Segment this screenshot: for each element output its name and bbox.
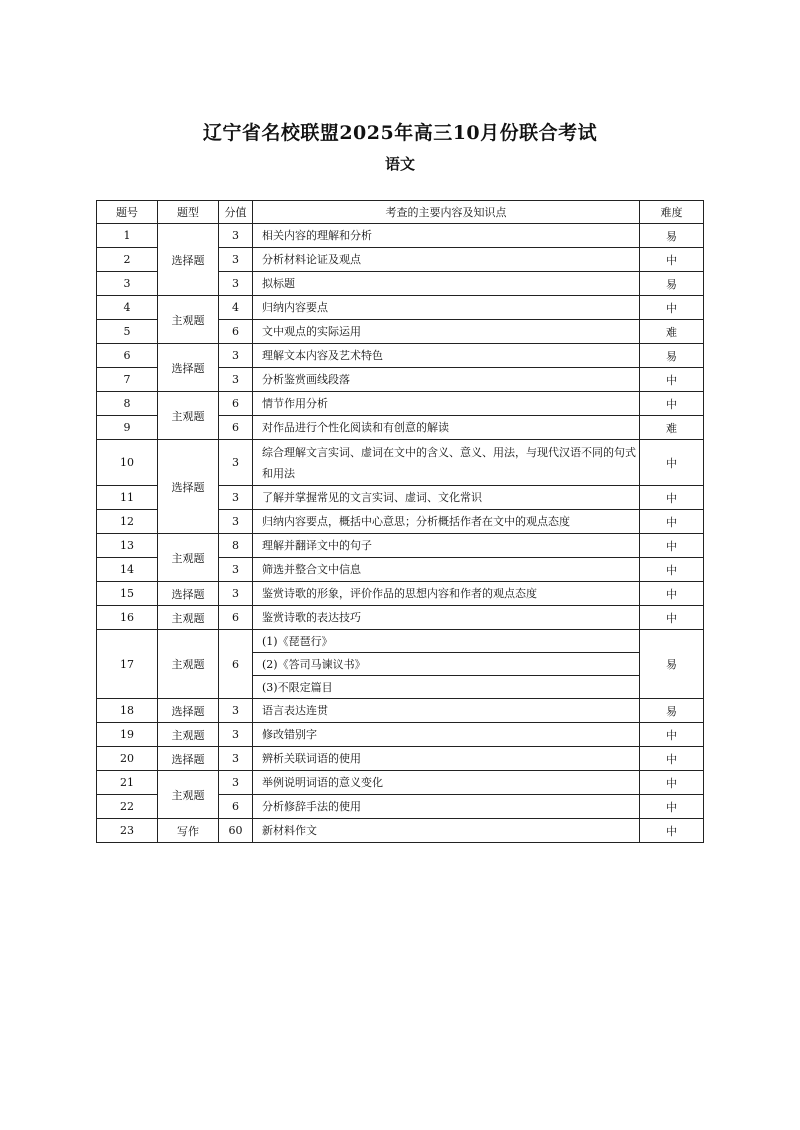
difficulty-cell: 易 xyxy=(640,699,704,723)
score-cell: 3 xyxy=(219,344,253,368)
difficulty-cell: 中 xyxy=(640,510,704,534)
question-type: 主观题 xyxy=(158,630,219,699)
difficulty-cell: 中 xyxy=(640,582,704,606)
difficulty-cell: 难 xyxy=(640,320,704,344)
table-row xyxy=(97,296,704,320)
difficulty-cell: 中 xyxy=(640,723,704,747)
question-number: 16 xyxy=(97,606,158,630)
question-type: 写作 xyxy=(158,819,219,843)
table-row xyxy=(97,606,704,630)
score-cell: 8 xyxy=(219,534,253,558)
difficulty-cell: 易 xyxy=(640,224,704,248)
question-number: 21 xyxy=(97,771,158,795)
question-number: 10 xyxy=(97,440,158,486)
question-type: 主观题 xyxy=(158,296,219,344)
question-number: 2 xyxy=(97,248,158,272)
content-cell: 文中观点的实际运用 xyxy=(253,320,640,344)
header-difficulty: 难度 xyxy=(640,201,704,224)
question-number: 5 xyxy=(97,320,158,344)
score-cell: 6 xyxy=(219,320,253,344)
table-row xyxy=(97,819,704,843)
table-row xyxy=(97,723,704,747)
score-cell: 3 xyxy=(219,224,253,248)
question-number: 13 xyxy=(97,534,158,558)
score-cell: 3 xyxy=(219,723,253,747)
table-row xyxy=(97,582,704,606)
score-cell: 3 xyxy=(219,558,253,582)
difficulty-cell: 中 xyxy=(640,486,704,510)
question-number: 8 xyxy=(97,392,158,416)
score-cell: 3 xyxy=(219,248,253,272)
question-type: 选择题 xyxy=(158,699,219,723)
question-number: 4 xyxy=(97,296,158,320)
content-cell: 分析鉴赏画线段落 xyxy=(253,368,640,392)
difficulty-cell: 中 xyxy=(640,771,704,795)
header-question-type: 题型 xyxy=(158,201,219,224)
content-cell: 归纳内容要点 xyxy=(253,296,640,320)
difficulty-cell: 中 xyxy=(640,368,704,392)
difficulty-cell: 中 xyxy=(640,296,704,320)
content-cell: 新材料作文 xyxy=(253,819,640,843)
table-row xyxy=(97,344,704,368)
score-cell: 3 xyxy=(219,747,253,771)
question-type: 选择题 xyxy=(158,747,219,771)
content-cell: 分析材料论证及观点 xyxy=(253,248,640,272)
content-cell: (2)《答司马谏议书》 xyxy=(253,653,640,676)
difficulty-cell: 难 xyxy=(640,416,704,440)
difficulty-cell: 中 xyxy=(640,795,704,819)
question-number: 6 xyxy=(97,344,158,368)
score-cell: 3 xyxy=(219,272,253,296)
question-number: 11 xyxy=(97,486,158,510)
document-subtitle: 语文 xyxy=(384,155,415,173)
question-number: 18 xyxy=(97,699,158,723)
difficulty-cell: 中 xyxy=(640,392,704,416)
score-cell: 60 xyxy=(219,819,253,843)
difficulty-cell: 中 xyxy=(640,747,704,771)
content-cell: 鉴赏诗歌的形象，评价作品的思想内容和作者的观点态度 xyxy=(253,582,640,606)
question-number: 12 xyxy=(97,510,158,534)
document-title: 辽宁省名校联盟2025年高三10月份联合考试 xyxy=(202,122,598,144)
score-cell: 3 xyxy=(219,771,253,795)
header-score: 分值 xyxy=(219,201,253,224)
score-cell: 3 xyxy=(219,510,253,534)
content-cell: (1)《琵琶行》 xyxy=(253,630,640,653)
difficulty-cell: 中 xyxy=(640,606,704,630)
table-row xyxy=(97,224,704,248)
question-type: 主观题 xyxy=(158,771,219,819)
difficulty-cell: 中 xyxy=(640,534,704,558)
table-row xyxy=(97,534,704,558)
content-cell: 情节作用分析 xyxy=(253,392,640,416)
difficulty-cell: 中 xyxy=(640,440,704,486)
question-number: 14 xyxy=(97,558,158,582)
score-cell: 3 xyxy=(219,486,253,510)
content-cell: 了解并掌握常见的文言实词、虚词、文化常识 xyxy=(253,486,640,510)
content-cell: 分析修辞手法的使用 xyxy=(253,795,640,819)
question-type: 选择题 xyxy=(158,582,219,606)
question-type: 选择题 xyxy=(158,440,219,534)
table-row xyxy=(97,771,704,795)
question-number: 15 xyxy=(97,582,158,606)
difficulty-cell: 易 xyxy=(640,272,704,296)
content-cell: 归纳内容要点，概括中心意思；分析概括作者在文中的观点态度 xyxy=(253,510,640,534)
question-type: 主观题 xyxy=(158,606,219,630)
question-number: 17 xyxy=(97,630,158,699)
table-row xyxy=(97,747,704,771)
difficulty-cell: 中 xyxy=(640,819,704,843)
content-cell: 理解文本内容及艺术特色 xyxy=(253,344,640,368)
question-type: 主观题 xyxy=(158,392,219,440)
difficulty-cell: 中 xyxy=(640,558,704,582)
question-type: 主观题 xyxy=(158,723,219,747)
question-number: 19 xyxy=(97,723,158,747)
header-content: 考查的主要内容及知识点 xyxy=(253,201,640,224)
content-cell: 拟标题 xyxy=(253,272,640,296)
content-cell: 辨析关联词语的使用 xyxy=(253,747,640,771)
content-cell: 鉴赏诗歌的表达技巧 xyxy=(253,606,640,630)
content-cell: 对作品进行个性化阅读和有创意的解读 xyxy=(253,416,640,440)
content-cell: 举例说明词语的意义变化 xyxy=(253,771,640,795)
content-cell: 修改错别字 xyxy=(253,723,640,747)
score-cell: 6 xyxy=(219,392,253,416)
content-cell: 相关内容的理解和分析 xyxy=(253,224,640,248)
score-cell: 3 xyxy=(219,582,253,606)
score-cell: 4 xyxy=(219,296,253,320)
question-type: 主观题 xyxy=(158,534,219,582)
header-question-number: 题号 xyxy=(97,201,158,224)
question-number: 23 xyxy=(97,819,158,843)
difficulty-cell: 中 xyxy=(640,248,704,272)
difficulty-cell: 易 xyxy=(640,344,704,368)
score-cell: 6 xyxy=(219,630,253,699)
table-row xyxy=(97,392,704,416)
content-cell: 筛选并整合文中信息 xyxy=(253,558,640,582)
score-cell: 3 xyxy=(219,440,253,486)
question-type: 选择题 xyxy=(158,224,219,296)
question-number: 9 xyxy=(97,416,158,440)
score-cell: 3 xyxy=(219,368,253,392)
table-row xyxy=(97,630,704,653)
difficulty-cell: 易 xyxy=(640,630,704,699)
content-cell: 语言表达连贯 xyxy=(253,699,640,723)
question-number: 7 xyxy=(97,368,158,392)
table-header-row xyxy=(97,201,704,224)
content-cell: (3)不限定篇目 xyxy=(253,676,640,699)
question-number: 20 xyxy=(97,747,158,771)
table-row xyxy=(97,440,704,486)
score-cell: 6 xyxy=(219,416,253,440)
content-cell: 综合理解文言实词、虚词在文中的含义、意义、用法，与现代汉语不同的句式和用法 xyxy=(253,440,640,486)
question-type: 选择题 xyxy=(158,344,219,392)
content-cell: 理解并翻译文中的句子 xyxy=(253,534,640,558)
score-cell: 3 xyxy=(219,699,253,723)
exam-analysis-table xyxy=(96,200,704,843)
question-number: 22 xyxy=(97,795,158,819)
question-number: 1 xyxy=(97,224,158,248)
question-number: 3 xyxy=(97,272,158,296)
score-cell: 6 xyxy=(219,795,253,819)
score-cell: 6 xyxy=(219,606,253,630)
table-row xyxy=(97,699,704,723)
